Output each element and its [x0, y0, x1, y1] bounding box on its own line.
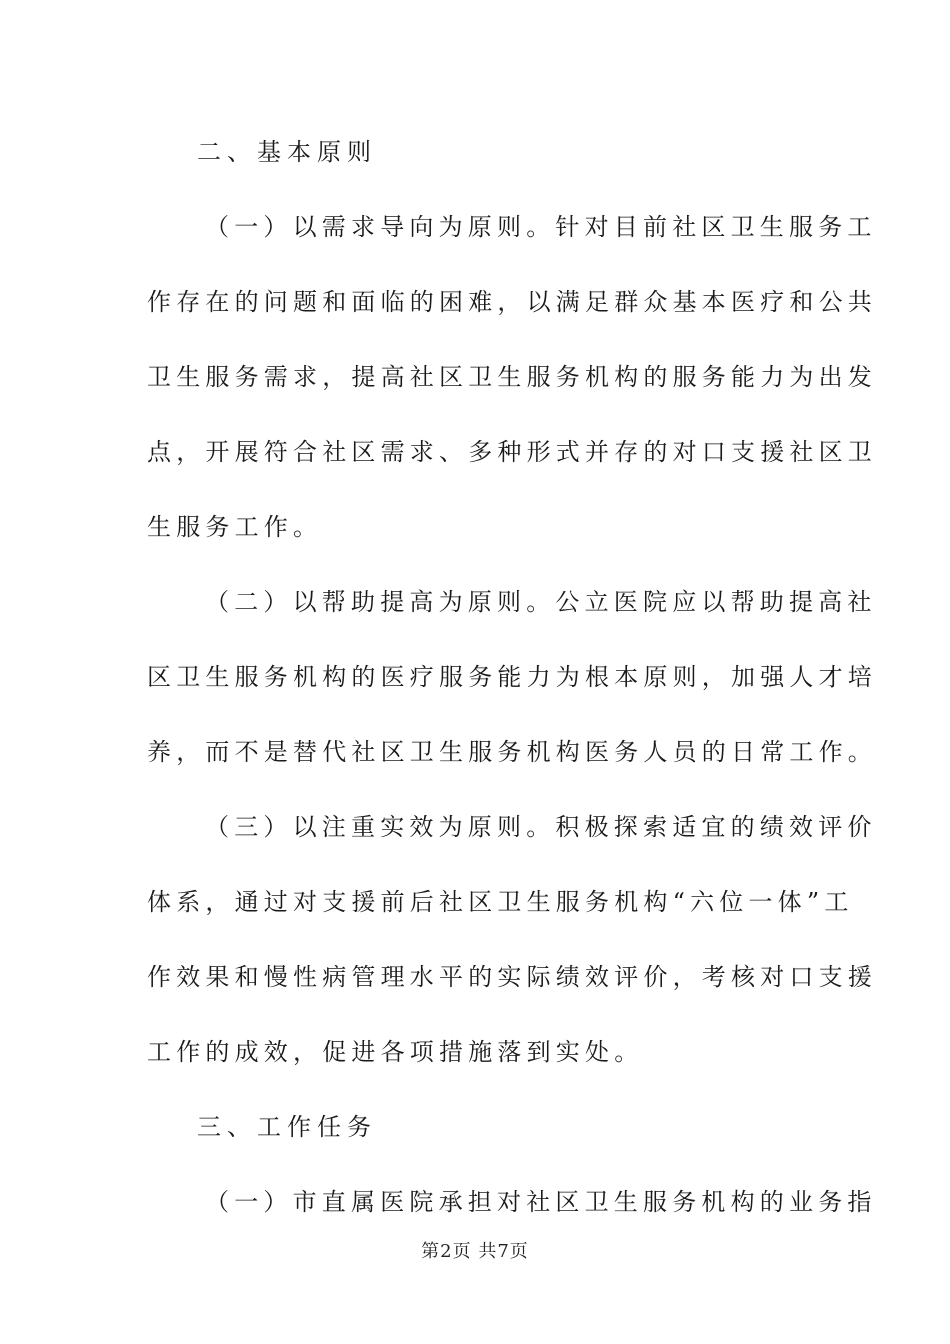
paragraph-line: 作效果和慢性病管理水平的实际绩效评价，考核对口支援 — [147, 963, 877, 991]
paragraph-line: （二）以帮助提高为原则。公立医院应以帮助提高社 — [205, 588, 877, 616]
paragraph-line: 体系，通过对支援前后社区卫生服务机构“六位一体”工 — [147, 888, 854, 916]
paragraph-line: （三）以注重实效为原则。积极探索适宜的绩效评价 — [205, 813, 877, 841]
section-heading-tasks: 三、工作任务 — [197, 1113, 377, 1141]
paragraph-line: 区卫生服务机构的医疗服务能力为根本原则，加强人才培 — [147, 663, 877, 691]
paragraph-line: 作存在的问题和面临的困难，以满足群众基本医疗和公共 — [147, 288, 877, 316]
paragraph-line: （一）市直属医院承担对社区卫生服务机构的业务指 — [205, 1188, 877, 1216]
paragraph-line: 工作的成效，促进各项措施落到实处。 — [147, 1038, 644, 1066]
paragraph-line: 点，开展符合社区需求、多种形式并存的对口支援社区卫 — [147, 438, 877, 466]
paragraph-line: 养，而不是替代社区卫生服务机构医务人员的日常工作。 — [147, 738, 877, 766]
page-number-footer: 第2页 共7页 — [421, 1241, 529, 1262]
paragraph-line: 卫生服务需求，提高社区卫生服务机构的服务能力为出发 — [147, 363, 877, 391]
section-heading-principles: 二、基本原则 — [197, 138, 377, 166]
paragraph-line: 生服务工作。 — [147, 513, 323, 541]
paragraph-line: （一）以需求导向为原则。针对目前社区卫生服务工 — [205, 213, 877, 241]
